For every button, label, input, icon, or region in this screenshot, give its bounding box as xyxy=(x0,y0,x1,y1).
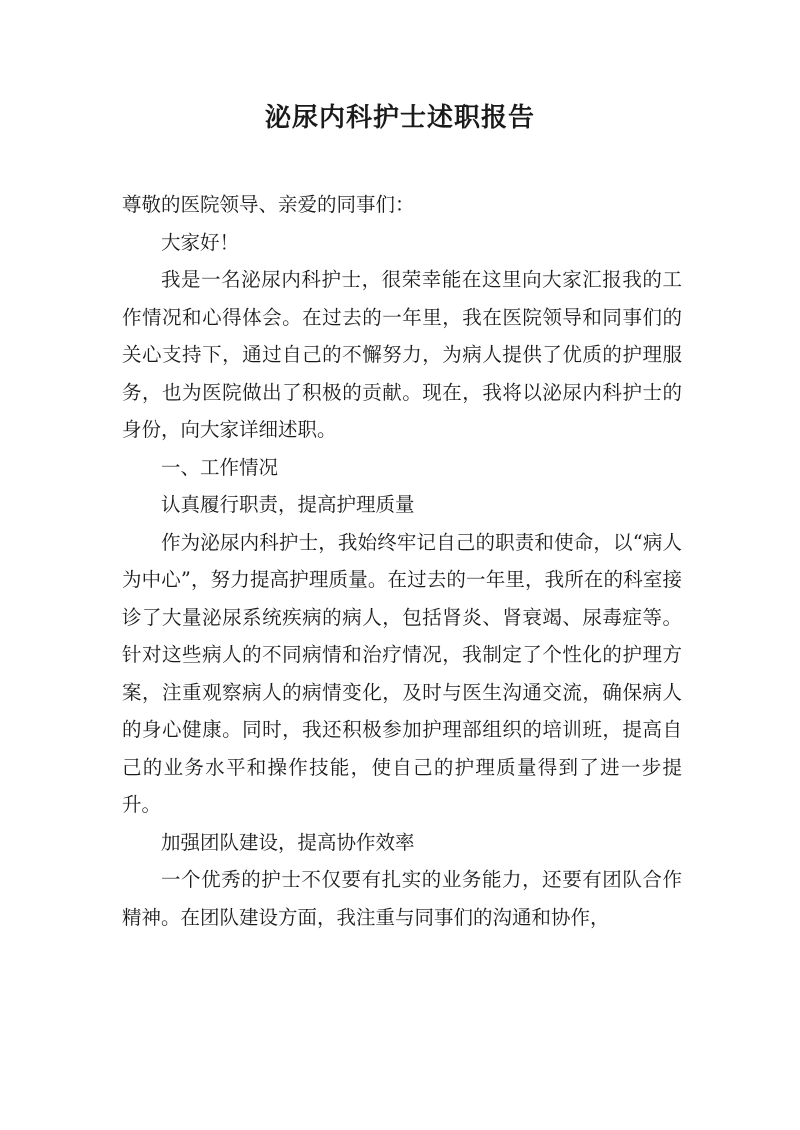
subsection-heading-2: 加强团队建设，提高协作效率 xyxy=(161,830,415,854)
subsection-paragraph-1: 作为泌尿内科护士，我始终牢记自己的职责和使命，以“病人为中心”，努力提高护理质量。在过去的一年里，我所在的科室接诊了大量泌尿系统疾病的病人，包括肾炎、肾衰竭、尿毒症等。针对这些病人的不同病情和治疗情况，我制定了个性化的护理方案，注重观察病人的病情变化，及时与医生沟通交流，确保病人的身心健康。同时，我还积极参加护理部组织的培训班，提高自己的业务水平和操作技能，使自己的护理质量得到了进一步提升。 xyxy=(122,530,682,816)
document-body xyxy=(122,186,682,936)
salutation: 尊敬的医院领导、亲爱的同事们： xyxy=(122,193,415,216)
section-heading: 一、工作情况 xyxy=(161,455,279,479)
subsection-paragraph-2: 一个优秀的护士不仅要有扎实的业务能力，还要有团队合作精神。在团队建设方面，我注重与同事们的沟通和协作， xyxy=(122,868,682,929)
document-title: 泌尿内科护士述职报告 xyxy=(264,103,535,133)
subsection-heading-1: 认真履行职责，提高护理质量 xyxy=(161,493,415,516)
greeting: 大家好！ xyxy=(161,230,240,254)
intro-paragraph: 我是一名泌尿内科护士，很荣幸能在这里向大家汇报我的工作情况和心得体会。在过去的一年里，我在医院领导和同事们的关心支持下，通过自己的不懈努力，为病人提供了优质的护理服务，也为医院做出了积极的贡献。现在，我将以泌尿内科护士的身份，向大家详细述职。 xyxy=(122,268,682,441)
